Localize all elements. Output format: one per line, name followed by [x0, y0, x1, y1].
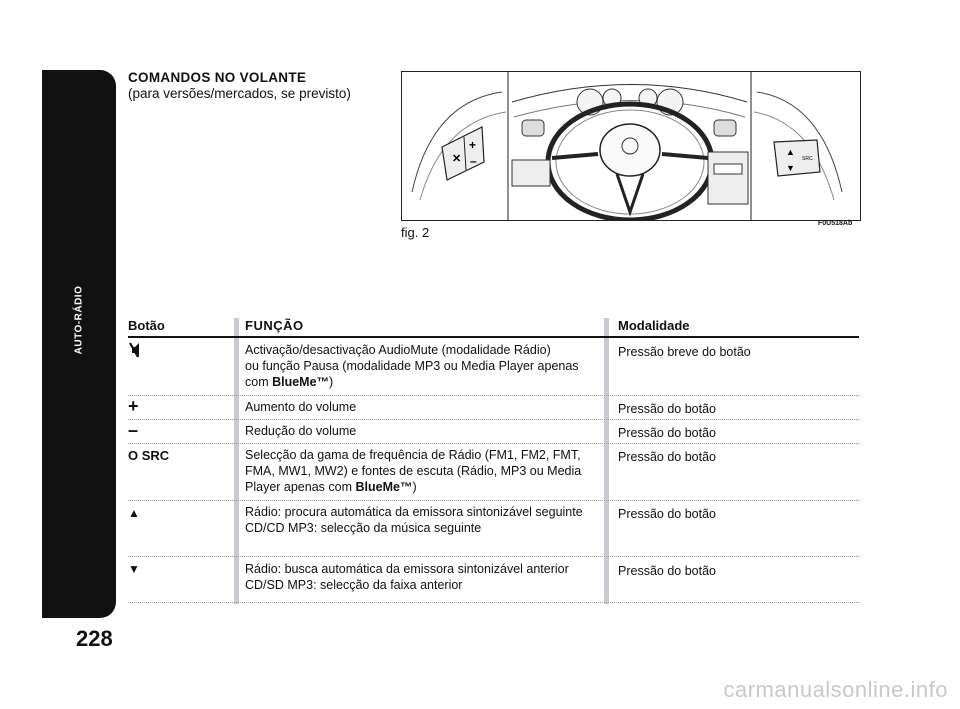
- inset-up-glyph: ▲: [786, 147, 795, 157]
- figure-code: F0U518Ab: [818, 220, 853, 227]
- inset-down-glyph: ▼: [786, 163, 795, 173]
- function-cell: Activação/desactivação AudioMute (modalidade Rádio) ou função Pausa (modalidade MP3 ou Media Player apenas com BlueMe™): [245, 343, 579, 389]
- section-subtitle: (para versões/mercados, se previsto): [128, 86, 351, 101]
- steering-wheel-illustration: [401, 71, 861, 221]
- mode-cell: Pressão breve do botão: [618, 345, 751, 359]
- row-separator: [128, 602, 859, 603]
- minus-icon: –: [128, 420, 139, 440]
- column-divider-mode: [604, 318, 609, 604]
- section-label: AUTO-RÁDIO: [73, 285, 85, 355]
- function-cell: Aumento do volume: [245, 400, 357, 414]
- section-title: COMANDOS NO VOLANTE: [128, 70, 307, 85]
- function-cell: Rádio: busca automática da emissora sintonizável anterior CD/SD MP3: selecção da faixa anterior: [245, 562, 569, 592]
- src-button-label: O SRC: [128, 448, 170, 463]
- column-divider-function: [234, 318, 239, 604]
- right-control-pad: [774, 140, 820, 176]
- row-separator: [128, 419, 859, 420]
- mute-icon: [128, 341, 142, 359]
- inset-mute-glyph: ✕: [452, 153, 462, 165]
- row-separator: [128, 556, 859, 557]
- header-mode: Modalidade: [618, 318, 690, 333]
- mode-cell: Pressão do botão: [618, 426, 716, 440]
- header-button: Botão: [128, 318, 165, 333]
- function-cell: Rádio: procura automática da emissora sintonizável seguinte CD/CD MP3: selecção da música seguinte: [245, 505, 583, 535]
- steering-wheel-drawing: [402, 72, 860, 220]
- mode-cell: Pressão do botão: [618, 564, 716, 578]
- watermark: carmanualsonline.info: [723, 677, 948, 702]
- header-rule: [128, 336, 859, 338]
- header-function: FUNÇÃO: [245, 318, 304, 333]
- mode-cell: Pressão do botão: [618, 507, 716, 521]
- mode-cell: Pressão do botão: [618, 402, 716, 416]
- inset-plus-glyph: +: [469, 138, 477, 152]
- row-separator: [128, 395, 859, 396]
- left-control-pad: [442, 127, 484, 180]
- row-separator: [128, 500, 859, 501]
- inset-src-label: SRC: [802, 156, 813, 162]
- triangle-down-icon: ▼: [128, 562, 140, 576]
- figure-caption: fig. 2: [401, 225, 430, 240]
- inset-minus-glyph: –: [470, 154, 477, 168]
- page-number: 228: [76, 626, 113, 651]
- mode-cell: Pressão do botão: [618, 450, 716, 464]
- triangle-up-icon: ▲: [128, 506, 140, 520]
- row-separator: [128, 443, 859, 444]
- function-cell: Redução do volume: [245, 424, 357, 438]
- function-cell: Selecção da gama de frequência de Rádio (FM1, FM2, FMT, FMA, MW1, MW2) e fontes de escuta (Rádio, MP3 ou Media Player apenas com BlueMe™): [245, 448, 582, 494]
- section-heading: [128, 70, 351, 102]
- plus-icon: +: [128, 396, 139, 416]
